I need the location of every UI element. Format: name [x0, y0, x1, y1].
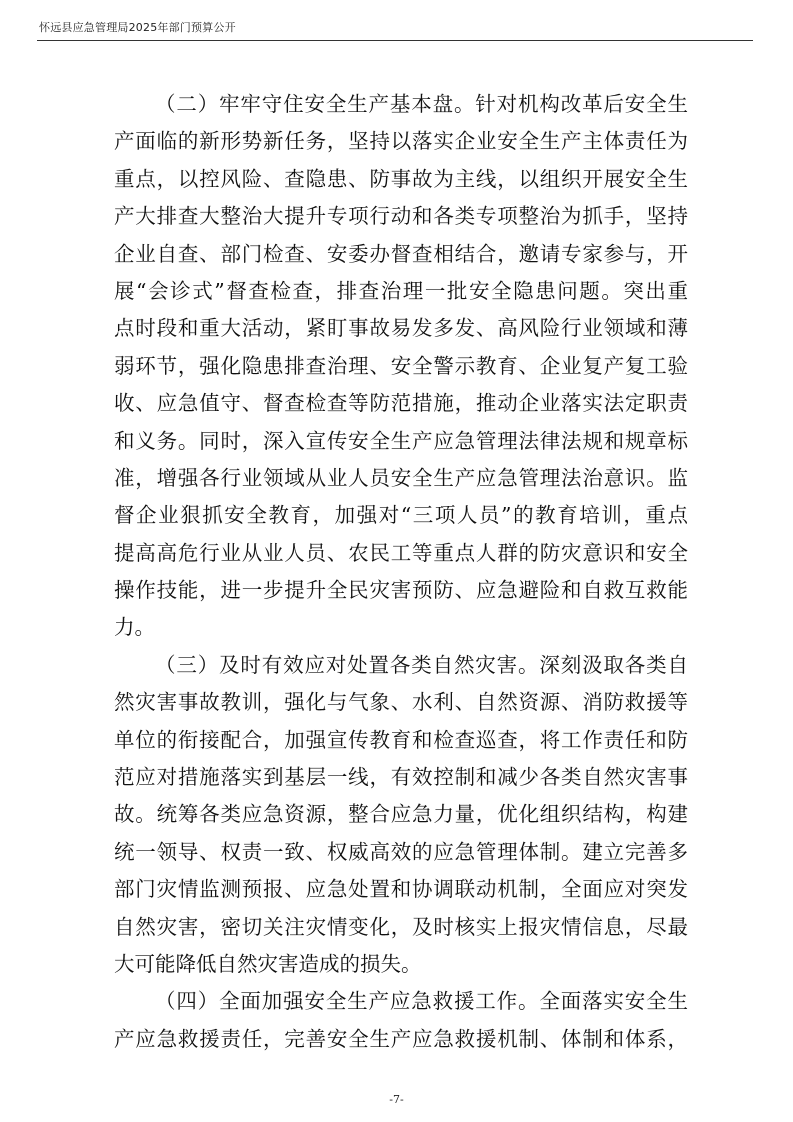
text-line: 故。统筹各类应急资源，整合应急力量，优化组织结构，构建	[114, 802, 688, 827]
text-line: 点时段和重大活动，紧盯事故易发多发、高风险行业领域和薄	[114, 316, 688, 341]
text-line: （二）牢牢守住安全生产基本盘。针对机构改革后安全生	[155, 92, 688, 116]
text-line: 产大排查大整治大提升专项行动和各类专项整治为抓手，坚持	[114, 204, 688, 229]
text-line: 单位的衔接配合，加强宣传教育和检查巡查，将工作责任和防	[114, 727, 688, 752]
document-body	[114, 86, 688, 1058]
page-number: -7-	[389, 1093, 404, 1106]
text-line: 收、应急值守、督查检查等防范措施，推动企业落实法定职责	[114, 391, 688, 416]
text-line: （四）全面加强安全生产应急救援工作。全面落实安全生	[155, 989, 688, 1014]
text-line: 自然灾害，密切关注灾情变化，及时核实上报灾情信息，尽最	[114, 914, 688, 939]
paragraph-section-4	[114, 983, 688, 1058]
paragraph-section-3	[114, 647, 688, 984]
text-line: 企业自查、部门检查、安委办督查相结合，邀请专家参与，开	[114, 241, 688, 266]
text-line: 督企业狠抓安全教育，加强对“三项人员”的教育培训，重点	[114, 503, 688, 528]
text-line: 准，增强各行业领域从业人员安全生产应急管理法治意识。监	[114, 465, 688, 490]
text-line: 提高高危行业从业人员、农民工等重点人群的防灾意识和安全	[114, 540, 688, 565]
text-line: 操作技能，进一步提升全民灾害预防、应急避险和自救互救能	[114, 578, 688, 603]
text-line: 展“会诊式”督查检查，排查治理一批安全隐患问题。突出重	[114, 278, 688, 303]
text-line: 大可能降低自然灾害造成的损失。	[114, 951, 422, 976]
text-line: 产面临的新形势新任务，坚持以落实企业安全生产主体责任为	[114, 129, 688, 154]
text-line: 弱环节，强化隐患排查治理、安全警示教育、企业复产复工验	[114, 353, 688, 378]
text-line: 和义务。同时，深入宣传安全生产应急管理法律法规和规章标	[114, 428, 688, 453]
text-line: 重点，以控风险、查隐患、防事故为主线，以组织开展安全生	[114, 166, 688, 191]
header-divider	[37, 40, 753, 41]
document-header-title: 怀远县应急管理局2025年部门预算公开	[39, 21, 236, 34]
text-line: 然灾害事故教训，强化与气象、水利、自然资源、消防救援等	[114, 690, 688, 715]
text-line: 部门灾情监测预报、应急处置和协调联动机制，全面应对突发	[114, 877, 688, 902]
text-line: 范应对措施落实到基层一线，有效控制和减少各类自然灾害事	[114, 765, 688, 790]
text-line: 力。	[114, 615, 155, 640]
text-line: （三）及时有效应对处置各类自然灾害。深刻汲取各类自	[155, 652, 688, 677]
paragraph-section-2	[114, 86, 688, 647]
text-line: 统一领导、权责一致、权威高效的应急管理体制。建立完善多	[114, 839, 688, 864]
text-line: 产应急救援责任，完善安全生产应急救援机制、体制和体系，	[114, 1026, 688, 1051]
